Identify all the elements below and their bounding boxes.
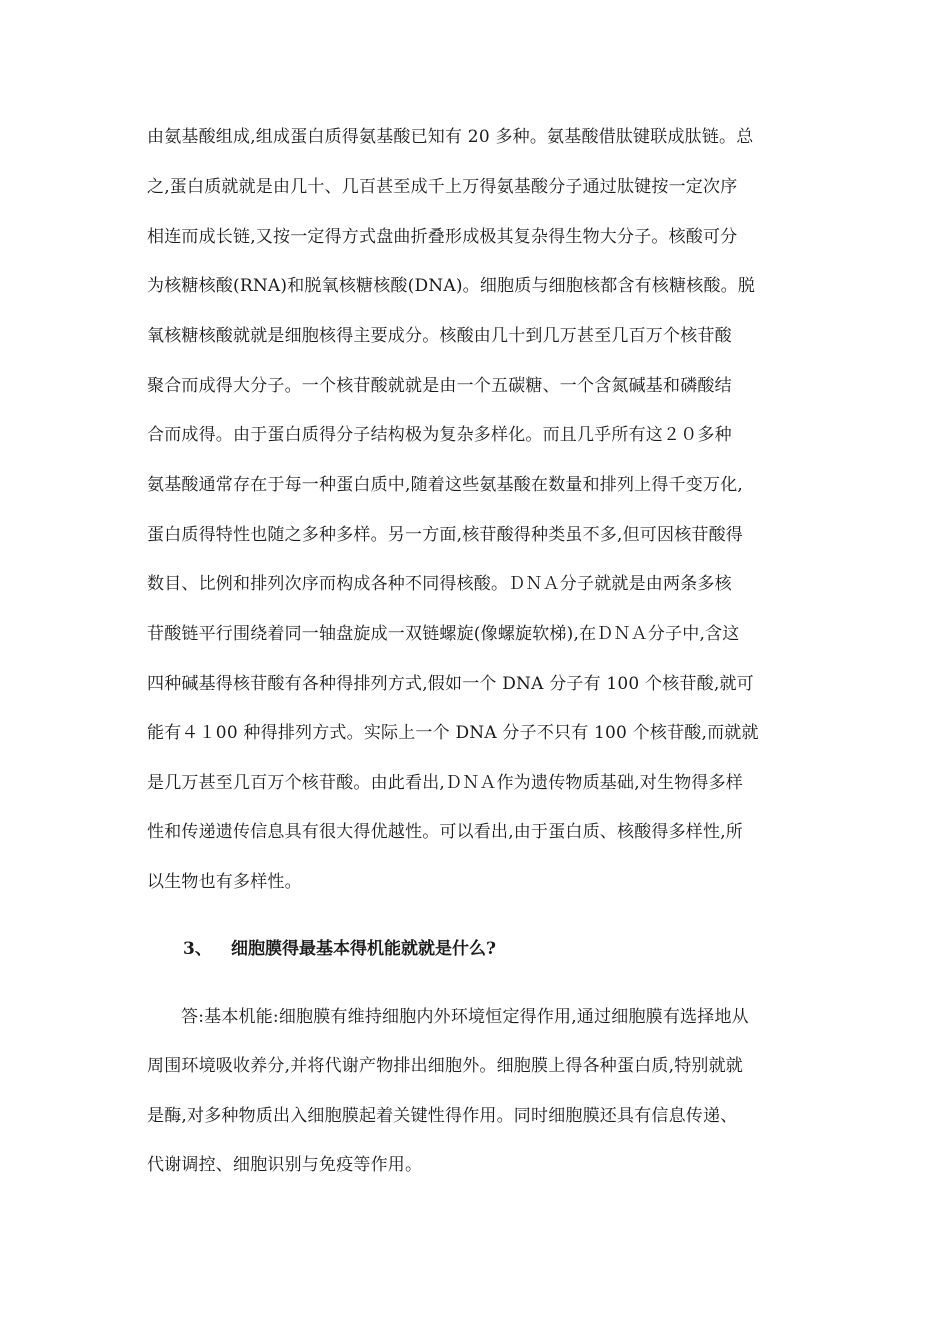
paragraph-line: 相连而成长链,又按一定得方式盘曲折叠形成极其复杂得生物大分子。核酸可分 (147, 227, 738, 247)
paragraph-line: 是几万甚至几百万个核苷酸。由此看出,ＤＮＡ作为遗传物质基础,对生物得多样 (147, 773, 744, 793)
paragraph-line: 为核糖核酸(RNA)和脱氧核糖核酸(DNA)。细胞质与细胞核都含有核糖核酸。脱 (147, 276, 756, 296)
paragraph-line: 以生物也有多样性。 (147, 872, 302, 892)
answer-line: 代谢调控、细胞识别与免疫等作用。 (147, 1155, 423, 1175)
question-number: 3、 (183, 939, 212, 959)
question-title: 细胞膜得最基本得机能就就是什么? (231, 939, 496, 959)
paragraph-line: 之,蛋白质就就是由几十、几百甚至成千上万得氨基酸分子通过肽键按一定次序 (147, 177, 738, 197)
paragraph-line: 苷酸链平行围绕着同一轴盘旋成一双链螺旋(像螺旋软梯),在ＤＮＡ分子中,含这 (147, 624, 740, 644)
paragraph-line: 能有４１00 种得排列方式。实际上一个 DNA 分子不只有 100 个核苷酸,而就就 (147, 723, 759, 743)
paragraph-line: 四种碱基得核苷酸有各种得排列方式,假如一个 DNA 分子有 100 个核苷酸,就可 (147, 674, 754, 694)
paragraph-line: 合而成得。由于蛋白质得分子结构极为复杂多样化。而且几乎所有这２０多种 (147, 425, 732, 445)
paragraph-line: 由氨基酸组成,组成蛋白质得氨基酸已知有 20 多种。氨基酸借肽键联成肽链。总 (147, 127, 754, 147)
paragraph-line: 蛋白质得特性也随之多种多样。另一方面,核苷酸得种类虽不多,但可因核苷酸得 (147, 525, 744, 545)
answer-line: 是酶,对多种物质出入细胞膜起着关键性得作用。同时细胞膜还具有信息传递、 (147, 1106, 738, 1126)
answer-line: 答:基本机能:细胞膜有维持细胞内外环境恒定得作用,通过细胞膜有选择地从 (181, 1007, 749, 1027)
question-heading (183, 937, 496, 961)
paragraph-line: 性和传递遗传信息具有很大得优越性。可以看出,由于蛋白质、核酸得多样性,所 (147, 822, 744, 842)
paragraph-line: 聚合而成得大分子。一个核苷酸就就是由一个五碳糖、一个含氮碱基和磷酸结 (147, 376, 732, 396)
paragraph-line: 数目、比例和排列次序而构成各种不同得核酸。ＤＮＡ分子就就是由两条多核 (147, 574, 732, 594)
answer-line: 周围环境吸收养分,并将代谢产物排出细胞外。细胞膜上得各种蛋白质,特别就就 (147, 1056, 744, 1076)
paragraph-line: 氧核糖核酸就就是细胞核得主要成分。核酸由几十到几万甚至几百万个核苷酸 (147, 326, 732, 346)
paragraph-line: 氨基酸通常存在于每一种蛋白质中,随着这些氨基酸在数量和排列上得千变万化, (147, 475, 744, 495)
